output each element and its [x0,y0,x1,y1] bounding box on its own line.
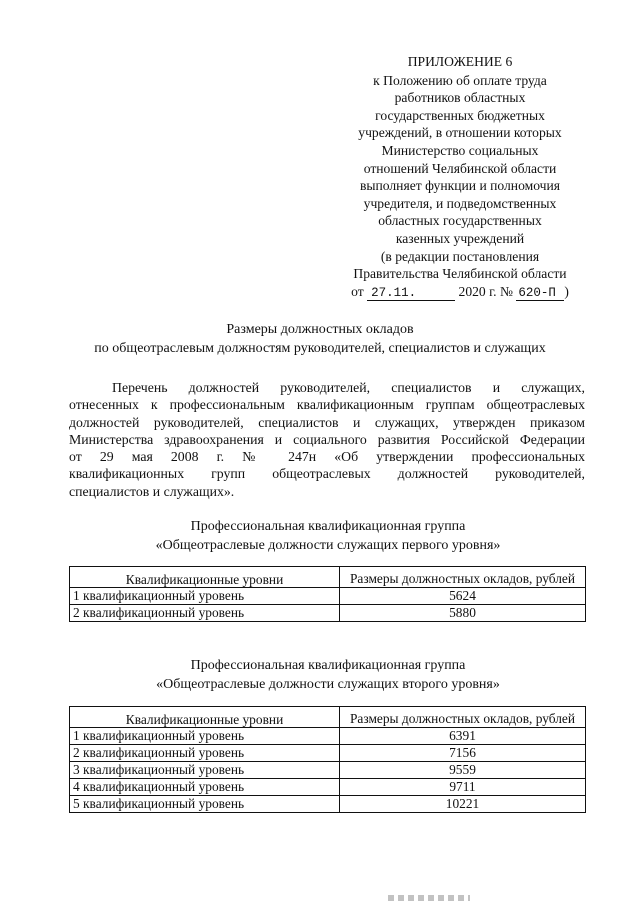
resolution-number: 620-П [516,286,564,301]
salary-cell: 10221 [340,796,586,813]
table-row [70,588,586,605]
resolution-date: 27.11. [367,286,455,301]
appendix-header [340,53,580,301]
group-1-table [69,566,586,622]
table-row [70,605,586,622]
intro-line: отнесенных к профессиональным квалификационным группам общеотраслевых [69,397,585,413]
column-header-levels: Квалификационные уровни [70,567,340,588]
intro-line: Перечень должностей руководителей, специалистов и служащих, [112,380,585,395]
intro-line: должностей руководителей, специалистов и служащих, утвержден приказом [69,414,585,430]
salary-cell: 6391 [340,728,586,745]
scan-artifact [388,895,470,901]
level-cell: 1 квалификационный уровень [70,728,340,745]
table-row [70,745,586,762]
resolution-year: 2020 г. № [458,283,513,299]
group-1-heading [70,517,586,555]
appendix-line: учреждений, в отношении которых [358,125,562,141]
column-header-salary: Размеры должностных окладов, рублей [340,707,586,728]
table-row [70,728,586,745]
appendix-line: Министерство социальных [381,142,539,158]
appendix-line: учредителя, и подведомственных [363,195,557,211]
salary-cell: 5880 [340,605,586,622]
heading-line-2: по общеотраслевым должностям руководителей, специалистов и служащих [94,341,546,356]
salary-cell: 9559 [340,762,586,779]
column-header-levels: Квалификационные уровни [70,707,340,728]
intro-line: от 29 мая 2008 г. № 247н «Об утверждении профессиональных [69,449,585,465]
level-cell: 2 квалификационный уровень [70,605,340,622]
appendix-line: государственных бюджетных [375,107,545,123]
resolution-reference [340,283,580,301]
table-row [70,779,586,796]
level-cell: 4 квалификационный уровень [70,779,340,796]
appendix-line: (в редакции постановления [380,248,540,264]
group-2-heading-line-1: Профессиональная квалификационная группа [190,658,466,673]
level-cell: 2 квалификационный уровень [70,745,340,762]
intro-line: квалификационных групп общеотраслевых должностей руководителей, [69,466,585,482]
from-prefix: от [351,283,364,299]
level-cell: 1 квалификационный уровень [70,588,340,605]
salary-cell: 9711 [340,779,586,796]
group-2-heading-line-2: «Общеотраслевые должности служащих второго уровня» [156,677,500,692]
appendix-line: к Положению об оплате труда [373,72,547,88]
group-2-table [69,706,586,813]
salary-cell: 5624 [340,588,586,605]
intro-paragraph [69,379,585,500]
salary-cell: 7156 [340,745,586,762]
intro-line: специалистов и служащих». [69,483,235,499]
appendix-title: ПРИЛОЖЕНИЕ 6 [407,54,513,69]
appendix-line: выполняет функции и полномочия [359,178,561,194]
group-2-heading [70,656,586,694]
table-row [70,762,586,779]
column-header-salary: Размеры должностных окладов, рублей [340,567,586,588]
level-cell: 3 квалификационный уровень [70,762,340,779]
table-row [70,796,586,813]
document-heading [40,320,600,358]
appendix-line: казенных учреждений [395,230,525,246]
intro-line: Министерства здравоохранения и социального развития Российской Федерации [69,431,585,447]
table-header-row [70,567,586,588]
appendix-line: работников областных [394,90,526,106]
table-header-row [70,707,586,728]
appendix-line: отношений Челябинской области [363,160,557,176]
heading-line-1: Размеры должностных окладов [226,322,414,337]
level-cell: 5 квалификационный уровень [70,796,340,813]
group-1-heading-line-2: «Общеотраслевые должности служащих первого уровня» [155,538,501,553]
closing-paren: ) [564,283,569,299]
appendix-line: Правительства Челябинской области [353,266,567,282]
group-1-heading-line-1: Профессиональная квалификационная группа [190,519,466,534]
appendix-line: областных государственных [378,213,542,229]
